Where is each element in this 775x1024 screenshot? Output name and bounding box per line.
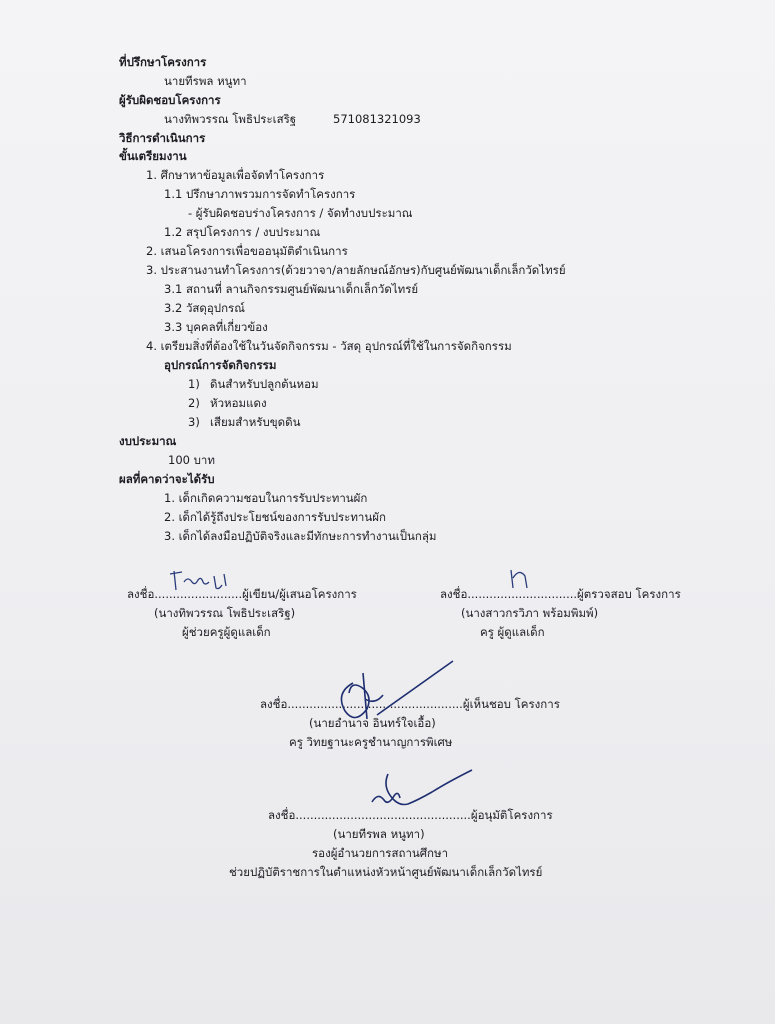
owner-heading: ผู้รับผิดชอบโครงการ (119, 93, 221, 107)
proposer-dots: ........................ (154, 587, 243, 601)
advisor-name: นายทีรพล หนูทา (164, 74, 247, 88)
step-1-1: 1.1 ปรึกษาภาพรวมการจัดทำโครงการ (164, 187, 356, 201)
proposer-name: (นางทิพวรรณ โพธิประเสริฐ) (154, 606, 296, 620)
endorser-role: ผู้เห็นชอบ โครงการ (462, 697, 560, 711)
proposer-role: ผู้เขียน/ผู้เสนอโครงการ (242, 587, 357, 601)
budget-amount: 100 บาท (168, 453, 215, 467)
reviewer-signature (505, 566, 535, 596)
equipment-heading: อุปกรณ์การจัดกิจกรรม (164, 358, 277, 372)
budget-heading: งบประมาณ (119, 434, 177, 448)
outcomes-heading: ผลที่คาดว่าจะได้รับ (119, 472, 215, 486)
step-1-1-a: - ผู้รับผิดชอบร่างโครงการ / จัดทำงบประมาณ (188, 206, 413, 220)
outcome-1: 1. เด็กเกิดความชอบในการรับประทานผัก (164, 491, 368, 505)
step-1-2: 1.2 สรุปโครงการ / งบประมาณ (164, 225, 321, 239)
step-4: 4. เตรียมสิ่งที่ต้องใช้ในวันจัดกิจกรรม - วัสดุ อุปกรณ์ที่ใช้ในการจัดกิจกรรม (146, 339, 512, 353)
equipment-num-3: 3) (188, 415, 200, 429)
step-1: 1. ศึกษาหาข้อมูลเพื่อจัดทำโครงการ (146, 168, 325, 182)
approver-signature (360, 768, 480, 822)
equipment-num-1: 1) (188, 377, 200, 391)
owner-id: 571081321093 (333, 112, 421, 126)
proposer-position: ผู้ช่วยครูผู้ดูแลเด็ก (182, 625, 271, 639)
equipment-num-2: 2) (188, 396, 200, 410)
step-3: 3. ประสานงานทำโครงการ(ด้วยวาจา/ลายลักษณ์อักษร)กับศูนย์พัฒนาเด็กเล็กวัดไทรย์ (146, 263, 566, 277)
reviewer-role: ผู้ตรวจสอบ โครงการ (577, 587, 681, 601)
reviewer-sign-line (440, 587, 681, 601)
endorser-position: ครู วิทยฐานะครูชำนาญการพิเศษ (289, 735, 453, 749)
endorser-name: (นายอำนาจ อินทร์ใจเอื้อ) (309, 716, 436, 730)
approver-role: ผู้อนุมัติโครงการ (470, 808, 553, 822)
outcome-3: 3. เด็กได้ลงมือปฏิบัติจริงและมีทักษะการทำงานเป็นกลุ่ม (164, 529, 437, 543)
approver-name: (นายทีรพล หนูทา) (333, 827, 425, 841)
method-heading: วิธีการดำเนินการ (119, 131, 206, 145)
step-2: 2. เสนอโครงการเพื่อขออนุมัติดำเนินการ (146, 244, 348, 258)
approver-prefix: ลงชื่อ (268, 808, 296, 822)
proposer-signature (164, 568, 244, 598)
step-3-2: 3.2 วัสดุอุปกรณ์ (164, 301, 245, 315)
owner-name: นางทิพวรรณ โพธิประเสริฐ (164, 112, 297, 126)
endorser-prefix: ลงชื่อ (260, 697, 288, 711)
reviewer-prefix: ลงชื่อ (440, 587, 468, 601)
approver-position: รองผู้อำนวยการสถานศึกษา (312, 846, 449, 860)
prep-heading: ขั้นเตรียมงาน (119, 149, 187, 163)
reviewer-position: ครู ผู้ดูแลเด็ก (480, 625, 545, 639)
endorser-dots: ................................................ (287, 697, 463, 711)
proposer-prefix: ลงชื่อ (127, 587, 155, 601)
advisor-heading: ที่ปรึกษาโครงการ (119, 55, 207, 69)
equipment-item-1: ดินสำหรับปลูกต้นหอม (210, 377, 319, 391)
step-3-3: 3.3 บุคคลที่เกี่ยวข้อง (164, 320, 268, 334)
equipment-item-2: หัวหอมแดง (210, 396, 267, 410)
equipment-item-3: เสียมสำหรับขุดดิน (210, 415, 301, 429)
outcome-2: 2. เด็กได้รู้ถึงประโยชน์ของการรับประทานผัก (164, 510, 386, 524)
reviewer-name: (นางสาวกรวิภา พร้อมพิมพ์) (461, 606, 599, 620)
reviewer-dots: .............................. (467, 587, 578, 601)
step-3-1: 3.1 สถานที่ ลานกิจกรรมศูนย์พัฒนาเด็กเล็กวัดไทรย์ (164, 282, 419, 296)
approver-dots: ................................................ (295, 808, 471, 822)
approver-position-2: ช่วยปฏิบัติราชการในตำแหน่งหัวหน้าศูนย์พัฒนาเด็กเล็กวัดไทรย์ (229, 865, 543, 879)
